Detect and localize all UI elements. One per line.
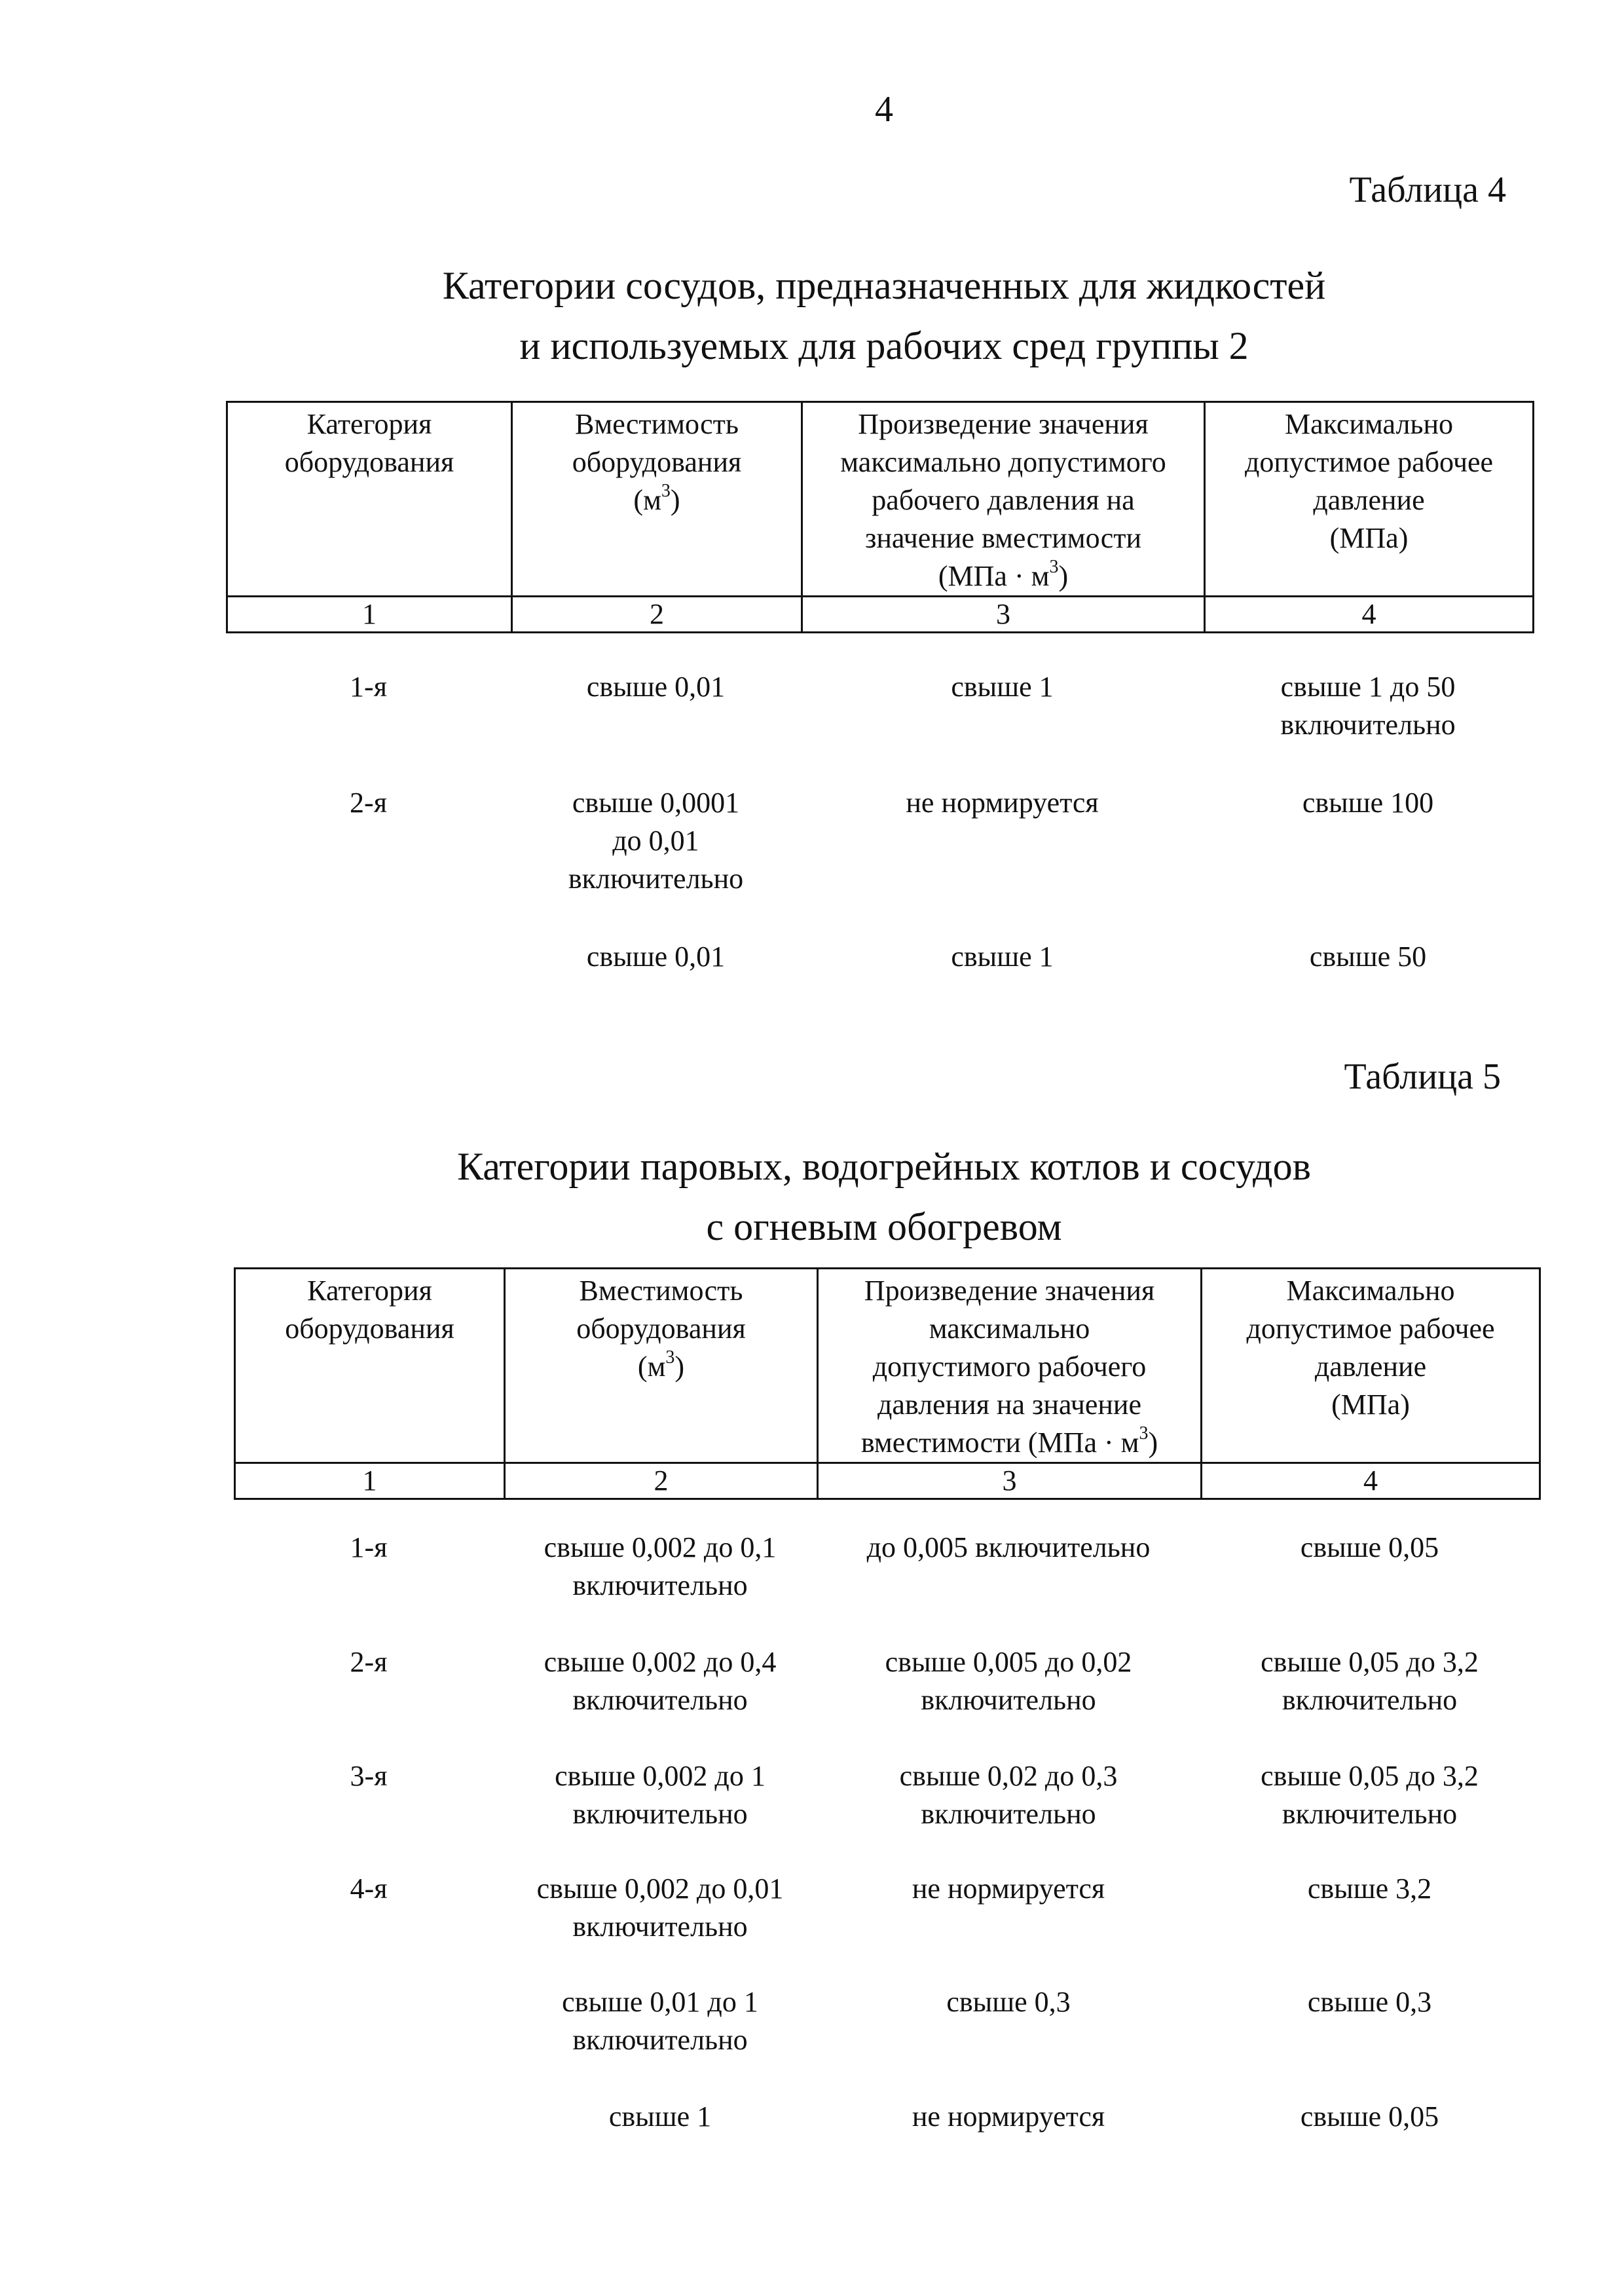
table5-header bbox=[234, 1267, 1541, 1500]
row-category: 2-я bbox=[350, 787, 387, 819]
row-product: до 0,005 включительно bbox=[866, 1531, 1151, 1563]
row-capacity: свыше 0,002 до 0,01 включительно bbox=[536, 1873, 784, 1943]
row-pressure: свыше 0,05 до 3,2 включительно bbox=[1261, 1646, 1479, 1716]
row-pressure: свыше 0,05 bbox=[1300, 1531, 1439, 1563]
row-product: свыше 1 bbox=[951, 941, 1054, 973]
table4-header-pressure: Максимально допустимое рабочее давление (МПа) bbox=[1205, 402, 1534, 597]
table5-label: Таблица 5 bbox=[1344, 1056, 1501, 1097]
row-capacity: свыше 0,0001 до 0,01 включительно bbox=[568, 787, 744, 895]
row-pressure: свыше 0,05 bbox=[1300, 2100, 1439, 2133]
table4-label: Таблица 4 bbox=[1349, 170, 1506, 210]
table5-header-pressure: Максимально допустимое рабочее давление (МПа) bbox=[1202, 1269, 1540, 1463]
row-product: свыше 0,005 до 0,02 включительно bbox=[885, 1646, 1132, 1716]
row-category: 4-я bbox=[350, 1873, 388, 1905]
table4-header bbox=[226, 401, 1534, 633]
table4-title-line2: и используемых для рабочих сред группы 2 bbox=[519, 324, 1249, 367]
row-category: 1-я bbox=[350, 671, 387, 703]
row-product: не нормируется bbox=[912, 1873, 1105, 1905]
row-product: не нормируется bbox=[906, 787, 1099, 819]
row-capacity: свыше 0,002 до 1 включительно bbox=[555, 1760, 766, 1830]
row-category: 1-я bbox=[350, 1531, 388, 1563]
row-product: свыше 0,02 до 0,3 включительно bbox=[899, 1760, 1118, 1830]
row-capacity: свыше 0,01 bbox=[586, 671, 726, 703]
row-capacity: свыше 0,01 bbox=[586, 941, 726, 973]
row-capacity: свыше 0,002 до 0,4 включительно bbox=[544, 1646, 777, 1716]
table4-header-category: Категория оборудования bbox=[227, 402, 512, 597]
table5-header-capacity: Вместимость оборудования $(м^3)$ bbox=[505, 1269, 818, 1463]
row-pressure: свыше 1 до 50 включительно bbox=[1280, 671, 1456, 741]
table5-title bbox=[0, 1136, 1624, 1257]
row-pressure: свыше 50 bbox=[1309, 941, 1427, 973]
table4-title-line1: Категории сосудов, предназначенных для жидкостей bbox=[442, 264, 1326, 307]
table4-column-numbers: 1 2 3 4 bbox=[227, 597, 1534, 633]
table4-title bbox=[0, 255, 1624, 376]
row-pressure: свыше 0,3 bbox=[1307, 1986, 1432, 2018]
row-product: свыше 0,3 bbox=[946, 1986, 1071, 2018]
table5-column-numbers: 1 2 3 4 bbox=[235, 1463, 1540, 1499]
row-category: 3-я bbox=[350, 1760, 388, 1792]
table4-header-product: Произведение значения максимально допустимого рабочего давления на значение вместимости $(МПа \cdot м^3)$ bbox=[802, 402, 1205, 597]
table5-title-line1: Категории паровых, водогрейных котлов и сосудов bbox=[457, 1145, 1311, 1188]
table5-header-product: Произведение значения максимально допустимого рабочего давления на значение вместимости $(МПа \cdot м^3)$ bbox=[818, 1269, 1202, 1463]
row-product: не нормируется bbox=[912, 2100, 1105, 2133]
row-pressure: свыше 100 bbox=[1302, 787, 1434, 819]
page-number: 4 bbox=[875, 89, 893, 130]
row-pressure: свыше 0,05 до 3,2 включительно bbox=[1261, 1760, 1479, 1830]
row-capacity: свыше 0,002 до 0,1 включительно bbox=[544, 1531, 777, 1601]
row-capacity: свыше 1 bbox=[608, 2100, 712, 2133]
table5-header-category: Категория оборудования bbox=[235, 1269, 505, 1463]
row-capacity: свыше 0,01 до 1 включительно bbox=[562, 1986, 758, 2056]
row-pressure: свыше 3,2 bbox=[1307, 1873, 1432, 1905]
row-category: 2-я bbox=[350, 1646, 388, 1678]
table4-header-capacity: Вместимость оборудования $(м^3)$ bbox=[512, 402, 802, 597]
row-product: свыше 1 bbox=[951, 671, 1054, 703]
table5-title-line2: с огневым обогревом bbox=[706, 1205, 1062, 1248]
